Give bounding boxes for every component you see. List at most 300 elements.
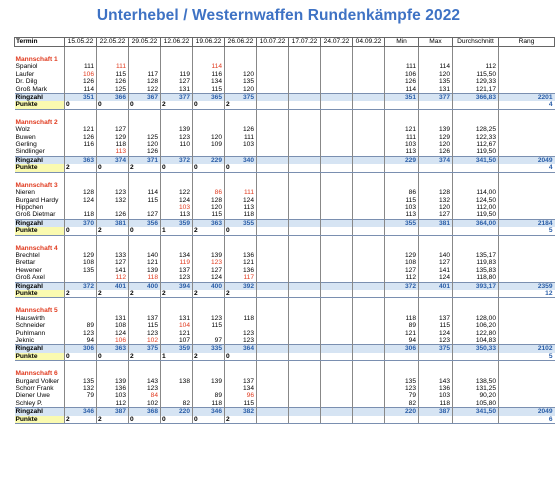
ringzahl-cell: 375 <box>129 345 161 353</box>
score-cell: 113 <box>97 148 129 156</box>
score-cell <box>65 315 97 322</box>
score-cell <box>289 71 321 78</box>
score-cell <box>353 189 385 196</box>
team-name: Mannschaft 1 <box>15 56 58 63</box>
punkte-cell <box>289 227 321 235</box>
header-date: 17.07.22 <box>289 38 321 47</box>
punkte-cell: 4 <box>499 101 555 109</box>
header-date: 12.06.22 <box>161 38 193 47</box>
empty-cell <box>499 47 555 57</box>
player-name: Schley P. <box>15 399 43 407</box>
punkte-cell: 0 <box>65 227 97 235</box>
player-row <box>15 267 555 274</box>
score-cell: 127 <box>193 267 225 274</box>
score-cell: 84 <box>129 392 161 399</box>
player-name: Puhlmann <box>15 329 46 337</box>
empty-cell <box>161 361 193 371</box>
score-cell <box>129 126 161 133</box>
ringzahl-label: Ringzahl <box>15 408 65 416</box>
punkte-cell: 0 <box>129 101 161 109</box>
ringzahl-cell: 351 <box>385 94 419 102</box>
empty-cell <box>129 109 161 119</box>
score-cell <box>97 204 129 211</box>
empty-cell <box>499 370 555 377</box>
score-cell <box>289 134 321 141</box>
empty-cell <box>257 182 289 189</box>
ringzahl-cell: 220 <box>161 408 193 416</box>
score-cell <box>499 86 555 94</box>
score-cell <box>321 141 353 148</box>
score-cell: 131 <box>97 315 129 322</box>
empty-cell <box>419 370 453 377</box>
score-cell: 110 <box>161 141 193 148</box>
ringzahl-row <box>15 156 555 164</box>
score-cell: 103 <box>385 141 419 148</box>
score-cell: 89 <box>385 322 419 329</box>
empty-cell <box>97 182 129 189</box>
ringzahl-cell: 377 <box>161 94 193 102</box>
score-cell <box>353 267 385 274</box>
team-spacer <box>15 235 555 245</box>
score-cell: 96 <box>225 392 257 399</box>
punkte-cell: 2 <box>129 353 161 361</box>
ringzahl-cell: 371 <box>129 156 161 164</box>
ringzahl-cell: 340 <box>225 156 257 164</box>
player-name: Nieren <box>15 189 35 197</box>
header-average: Durchschnitt <box>453 38 499 47</box>
empty-cell <box>453 245 499 252</box>
score-cell <box>257 252 289 259</box>
punkte-cell: 0 <box>193 101 225 109</box>
team-name: Mannschaft 2 <box>15 118 58 126</box>
empty-cell <box>385 47 419 57</box>
empty-cell <box>321 56 353 63</box>
punkte-cell <box>385 101 419 109</box>
score-cell <box>257 259 289 266</box>
empty-cell <box>353 182 385 189</box>
punkte-cell <box>257 416 289 424</box>
ringzahl-cell <box>353 156 385 164</box>
score-cell: 135 <box>385 378 419 385</box>
ringzahl-row <box>15 345 555 353</box>
score-cell <box>289 126 321 133</box>
score-cell: 137 <box>161 267 193 274</box>
punkte-cell: 0 <box>225 164 257 172</box>
score-cell: 127 <box>161 78 193 85</box>
punkte-cell <box>453 164 499 172</box>
score-cell <box>289 267 321 274</box>
empty-cell <box>225 370 257 377</box>
punkte-row <box>15 227 555 235</box>
team-spacer <box>15 298 555 308</box>
score-cell <box>289 330 321 337</box>
empty-cell <box>129 245 161 252</box>
team-name: Mannschaft 5 <box>15 307 58 315</box>
score-cell: 97 <box>193 337 225 345</box>
empty-cell <box>65 109 97 119</box>
punkte-cell <box>321 101 353 109</box>
ringzahl-cell: 381 <box>419 219 453 227</box>
punkte-cell <box>321 353 353 361</box>
empty-cell <box>257 298 289 308</box>
score-cell <box>353 78 385 85</box>
ringzahl-cell: 346 <box>65 408 97 416</box>
player-row <box>15 259 555 266</box>
player-row <box>15 315 555 322</box>
score-cell <box>193 148 225 156</box>
ringzahl-cell: 400 <box>129 282 161 290</box>
punkte-cell: 2 <box>65 416 97 424</box>
score-cell: 118 <box>419 400 453 408</box>
punkte-cell: 2 <box>193 227 225 235</box>
punkte-row <box>15 353 555 361</box>
punkte-cell: 0 <box>193 416 225 424</box>
score-cell: 82 <box>385 400 419 408</box>
player-name: Dr. Dilg <box>15 78 38 86</box>
empty-cell <box>289 235 321 245</box>
player-name: Burgard Volker <box>15 377 60 385</box>
score-cell <box>353 63 385 70</box>
empty-cell <box>161 182 193 189</box>
empty-cell <box>257 172 289 182</box>
score-cell <box>353 71 385 78</box>
ringzahl-cell <box>321 408 353 416</box>
score-cell <box>257 141 289 148</box>
score-cell: 131 <box>161 315 193 322</box>
punkte-cell: 4 <box>499 164 555 172</box>
score-cell <box>65 400 97 408</box>
empty-cell <box>161 172 193 182</box>
player-name: Wolz <box>15 126 31 134</box>
empty-cell <box>453 235 499 245</box>
score-cell <box>161 148 193 156</box>
empty-cell <box>97 370 129 377</box>
ringzahl-cell <box>289 94 321 102</box>
empty-cell <box>321 172 353 182</box>
score-cell: 141 <box>97 267 129 274</box>
punkte-cell: 0 <box>129 416 161 424</box>
header-date: 29.05.22 <box>129 38 161 47</box>
player-row <box>15 211 555 219</box>
empty-cell <box>225 307 257 314</box>
score-cell: 127 <box>97 126 129 133</box>
ringzahl-cell: 2049 <box>499 156 555 164</box>
ringzahl-cell: 2184 <box>499 219 555 227</box>
empty-cell <box>97 172 129 182</box>
empty-cell <box>257 370 289 377</box>
empty-cell <box>353 235 385 245</box>
score-cell: 132 <box>65 385 97 392</box>
score-cell: 114 <box>385 86 419 94</box>
score-cell: 105,80 <box>453 400 499 408</box>
ringzahl-cell: 2049 <box>499 408 555 416</box>
ringzahl-cell: 364,00 <box>453 219 499 227</box>
score-cell: 112 <box>97 274 129 282</box>
team-header-row <box>15 119 555 126</box>
player-row <box>15 71 555 78</box>
score-cell <box>353 86 385 94</box>
score-cell: 114 <box>65 86 97 94</box>
player-row <box>15 330 555 337</box>
empty-cell <box>161 307 193 314</box>
punkte-cell: 0 <box>97 164 129 172</box>
score-cell: 107 <box>161 337 193 345</box>
score-cell: 115 <box>97 71 129 78</box>
score-cell: 132 <box>419 197 453 204</box>
punkte-cell <box>385 164 419 172</box>
score-cell: 114 <box>129 189 161 196</box>
score-cell: 127 <box>129 211 161 219</box>
score-cell: 125 <box>97 86 129 94</box>
empty-cell <box>193 47 225 57</box>
score-cell: 121 <box>161 330 193 337</box>
empty-cell <box>289 172 321 182</box>
punkte-cell <box>419 353 453 361</box>
empty-cell <box>289 245 321 252</box>
score-cell <box>321 86 353 94</box>
punkte-cell: 2 <box>193 290 225 298</box>
score-cell: 124 <box>419 274 453 282</box>
punkte-cell <box>321 416 353 424</box>
ringzahl-cell <box>289 408 321 416</box>
score-cell <box>499 330 555 337</box>
score-cell: 117 <box>225 274 257 282</box>
team-header-row <box>15 56 555 63</box>
score-cell <box>289 63 321 70</box>
empty-cell <box>97 47 129 57</box>
empty-cell <box>289 47 321 57</box>
ringzahl-cell <box>353 219 385 227</box>
ringzahl-cell: 367 <box>129 94 161 102</box>
score-cell: 126 <box>65 134 97 141</box>
score-cell <box>321 211 353 219</box>
score-cell: 114,00 <box>453 189 499 196</box>
ringzahl-cell: 381 <box>97 219 129 227</box>
score-cell: 134 <box>193 78 225 85</box>
empty-cell <box>257 245 289 252</box>
punkte-cell <box>419 101 453 109</box>
score-cell <box>321 315 353 322</box>
score-cell: 132 <box>97 197 129 204</box>
score-cell: 113 <box>161 211 193 219</box>
empty-cell <box>453 47 499 57</box>
player-name: Buwen <box>15 133 36 141</box>
score-cell: 119,50 <box>453 211 499 219</box>
empty-cell <box>161 245 193 252</box>
punkte-cell: 0 <box>65 101 97 109</box>
empty-cell <box>499 56 555 63</box>
punkte-cell: 12 <box>499 290 555 298</box>
score-cell: 111 <box>385 134 419 141</box>
team-spacer <box>15 47 555 57</box>
punkte-cell: 0 <box>65 353 97 361</box>
score-cell <box>321 189 353 196</box>
punkte-cell <box>453 416 499 424</box>
empty-cell <box>193 172 225 182</box>
empty-cell <box>257 119 289 126</box>
empty-cell <box>15 361 65 371</box>
player-row <box>15 86 555 94</box>
punkte-label: Punkte <box>15 101 65 109</box>
player-name: Hewener <box>15 266 42 274</box>
score-cell <box>321 78 353 85</box>
score-cell <box>257 126 289 133</box>
score-cell: 135,17 <box>453 252 499 259</box>
score-cell <box>257 330 289 337</box>
empty-cell <box>225 235 257 245</box>
score-cell <box>321 197 353 204</box>
player-row <box>15 274 555 282</box>
score-cell: 121 <box>129 259 161 266</box>
ringzahl-cell: 374 <box>97 156 129 164</box>
score-cell <box>499 211 555 219</box>
empty-cell <box>385 245 419 252</box>
team-name: Mannschaft 4 <box>15 244 58 252</box>
score-cell: 128,00 <box>453 315 499 322</box>
player-row <box>15 392 555 399</box>
score-cell: 126 <box>65 78 97 85</box>
punkte-cell: 2 <box>161 290 193 298</box>
score-cell <box>193 126 225 133</box>
player-name: Hauswirth <box>15 314 45 322</box>
score-cell: 136 <box>225 252 257 259</box>
score-cell: 111 <box>65 63 97 70</box>
header-date: 04.09.22 <box>353 38 385 47</box>
score-cell <box>225 322 257 329</box>
score-cell: 118 <box>193 400 225 408</box>
score-cell: 124 <box>65 197 97 204</box>
score-cell <box>257 148 289 156</box>
score-cell <box>499 252 555 259</box>
punkte-label: Punkte <box>15 227 65 235</box>
empty-cell <box>257 235 289 245</box>
player-row <box>15 322 555 329</box>
ringzahl-cell <box>289 345 321 353</box>
score-cell: 134 <box>225 385 257 392</box>
score-cell: 122,80 <box>453 330 499 337</box>
score-cell <box>353 148 385 156</box>
empty-cell <box>97 235 129 245</box>
player-row <box>15 134 555 141</box>
empty-cell <box>97 245 129 252</box>
score-cell <box>499 378 555 385</box>
empty-cell <box>321 109 353 119</box>
score-cell <box>289 78 321 85</box>
ringzahl-cell: 372 <box>385 282 419 290</box>
empty-cell <box>257 56 289 63</box>
score-cell: 115 <box>225 400 257 408</box>
score-cell <box>499 267 555 274</box>
score-cell: 123 <box>129 330 161 337</box>
empty-cell <box>353 370 385 377</box>
team-header-row <box>15 370 555 377</box>
score-cell: 124 <box>419 330 453 337</box>
score-cell: 129 <box>419 134 453 141</box>
punkte-cell: 0 <box>161 164 193 172</box>
score-cell: 116 <box>65 141 97 148</box>
ringzahl-cell <box>321 282 353 290</box>
score-cell: 128 <box>419 189 453 196</box>
score-cell <box>321 330 353 337</box>
score-cell <box>129 204 161 211</box>
empty-cell <box>385 56 419 63</box>
empty-cell <box>97 56 129 63</box>
ringzahl-cell: 229 <box>385 156 419 164</box>
score-cell <box>353 134 385 141</box>
ringzahl-cell: 372 <box>65 282 97 290</box>
ringzahl-cell: 363 <box>97 345 129 353</box>
empty-cell <box>129 307 161 314</box>
punkte-cell <box>453 353 499 361</box>
ringzahl-label: Ringzahl <box>15 94 65 102</box>
ringzahl-row <box>15 282 555 290</box>
ringzahl-cell <box>353 408 385 416</box>
header-row <box>15 38 555 47</box>
score-cell <box>321 134 353 141</box>
ringzahl-cell: 306 <box>65 345 97 353</box>
empty-cell <box>453 298 499 308</box>
ringzahl-cell <box>353 94 385 102</box>
score-cell <box>289 211 321 219</box>
score-cell: 79 <box>385 392 419 399</box>
score-cell <box>353 337 385 345</box>
empty-cell <box>419 47 453 57</box>
ringzahl-cell <box>257 345 289 353</box>
score-cell: 125 <box>129 134 161 141</box>
score-cell: 118 <box>225 315 257 322</box>
empty-cell <box>289 119 321 126</box>
score-cell <box>289 315 321 322</box>
score-cell: 108 <box>385 259 419 266</box>
score-cell: 89 <box>193 392 225 399</box>
score-cell: 103 <box>225 141 257 148</box>
player-row <box>15 252 555 259</box>
score-cell: 106 <box>65 71 97 78</box>
score-cell <box>353 141 385 148</box>
player-row <box>15 78 555 85</box>
score-cell: 137 <box>129 315 161 322</box>
score-cell: 102 <box>129 337 161 345</box>
score-cell <box>257 392 289 399</box>
empty-cell <box>193 298 225 308</box>
empty-cell <box>321 298 353 308</box>
score-cell: 102 <box>129 400 161 408</box>
results-body <box>15 47 555 424</box>
empty-cell <box>385 172 419 182</box>
empty-cell <box>453 172 499 182</box>
player-name: Schneider <box>15 322 46 330</box>
empty-cell <box>321 235 353 245</box>
empty-cell <box>65 172 97 182</box>
empty-cell <box>15 109 65 119</box>
empty-cell <box>65 56 97 63</box>
empty-cell <box>419 361 453 371</box>
ringzahl-cell: 400 <box>193 282 225 290</box>
empty-cell <box>65 370 97 377</box>
ringzahl-cell <box>257 156 289 164</box>
punkte-cell <box>419 164 453 172</box>
empty-cell <box>321 182 353 189</box>
score-cell <box>499 78 555 85</box>
ringzahl-cell <box>321 156 353 164</box>
score-cell: 115 <box>193 86 225 94</box>
score-cell <box>499 148 555 156</box>
punkte-cell <box>321 227 353 235</box>
ringzahl-row <box>15 94 555 102</box>
score-cell: 137 <box>225 378 257 385</box>
score-cell: 119 <box>161 71 193 78</box>
score-cell: 115 <box>129 322 161 329</box>
